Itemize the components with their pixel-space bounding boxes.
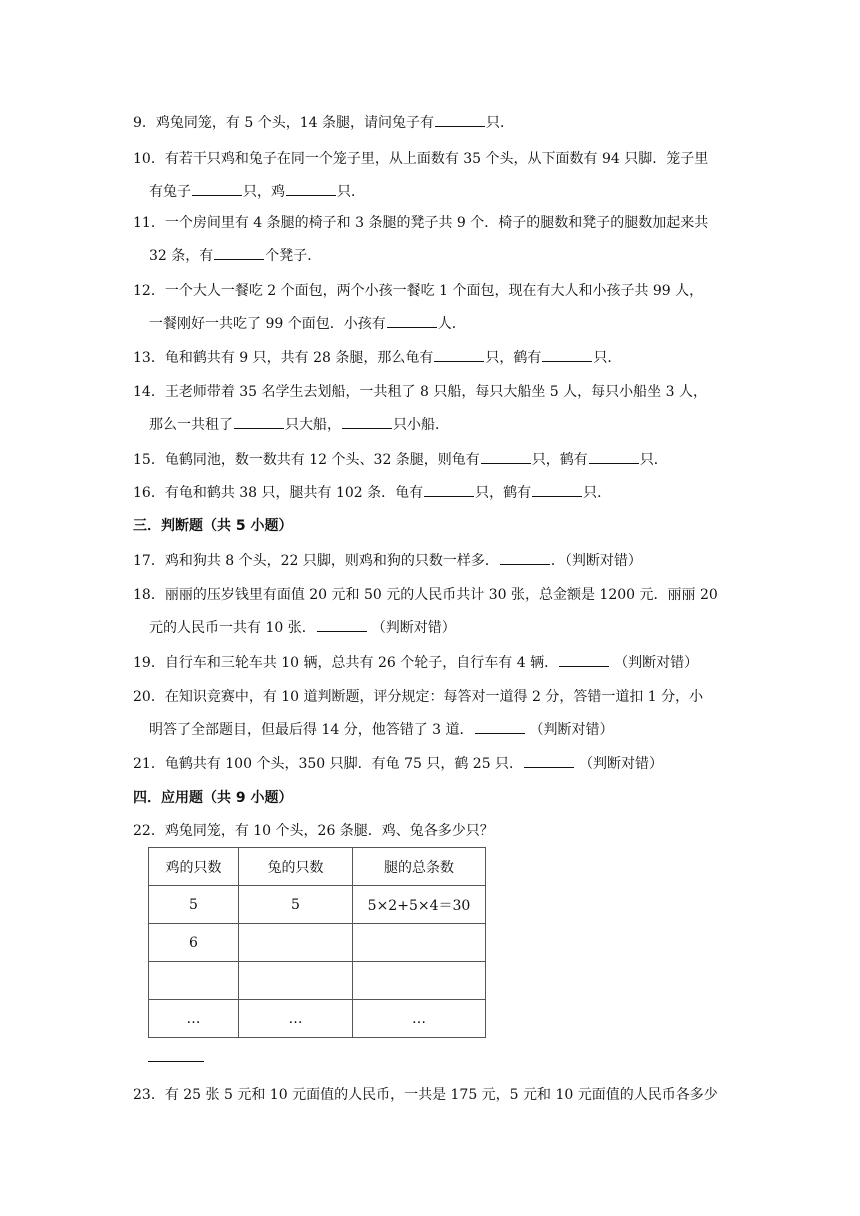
answer-blank[interactable] [342,414,392,429]
problem-number: 17． [133,553,165,569]
problem-10-cont [149,181,365,202]
table-cell: 5 [149,886,239,924]
answer-blank[interactable] [192,181,242,196]
table-cell[interactable] [353,924,486,962]
problem-number: 15． [133,452,165,468]
judge-note: ．（判断对错） [550,553,642,569]
table-header: 兔的只数 [239,848,353,886]
answer-blank[interactable] [424,482,474,497]
answer-blank[interactable] [148,1061,204,1062]
problem-22 [133,821,494,841]
table-header: 鸡的只数 [149,848,239,886]
problem-text: 32 条，有 [149,248,214,264]
problem-number: 11． [133,215,165,231]
table-header: 腿的总条数 [353,848,486,886]
answer-blank[interactable] [286,181,336,196]
problem-number: 16． [133,485,165,501]
problem-16 [133,482,611,503]
problem-text: 那么一共租了 [149,417,233,433]
problem-20-cont [149,719,614,740]
problem-18-cont [149,617,456,638]
problem-text: 人． [437,316,466,332]
problem-23 [133,1085,718,1105]
problem-number: 18． [133,587,165,603]
problem-text: 只． [639,452,668,468]
problem-text: 鸡和狗共 8 个头，22 只脚，则鸡和狗的只数一样多． [164,553,499,569]
problem-text: 一个房间里有 4 条腿的椅子和 3 条腿的凳子共 9 个．椅子的腿数和凳子的腿数加起来共 [164,215,709,231]
problem-14-cont [149,414,449,435]
problem-text: 王老师带着 35 名学生去划船，一共租了 8 只船，每只大船坐 5 人，每只小船坐 3 人， [164,384,707,400]
problem-text: 鸡兔同笼，有 5 个头，14 条腿，请问兔子有 [155,115,434,131]
problem-number: 13． [133,350,165,366]
table-cell: … [353,1000,486,1038]
table-cell: 5×2+5×4＝30 [353,886,486,924]
problem-text: 只． [486,115,514,131]
judge-note: （判断对错） [579,756,664,772]
table-cell[interactable] [239,962,353,1000]
answer-blank[interactable] [387,313,437,328]
problem-9 [133,112,514,133]
problem-text: 龟鹤共有 100 个头，350 只脚．有龟 75 只，鹤 25 只． [164,756,524,772]
problem-text: 自行车和三轮车共 10 辆，总共有 26 个轮子，自行车有 4 辆． [164,655,559,671]
problem-number: 14． [133,384,165,400]
problem-17 [133,550,642,571]
problem-text: 在知识竞赛中，有 10 道判断题，评分规定：每答对一道得 2 分，答错一道扣 1 分，小 [164,689,704,705]
section-heading-application: 四．应用题（共 9 小题） [133,790,293,806]
problem-number: 21． [133,756,165,772]
problem-15 [133,449,668,470]
problem-number: 22． [133,823,165,839]
problem-text: 只大船， [285,417,341,433]
problem-text: 龟鹤同池，数一数共有 12 个头、32 条腿，则龟有 [164,452,480,468]
answer-blank[interactable] [214,245,264,260]
table-cell[interactable] [149,962,239,1000]
problem-text: 只，鹤有 [475,485,532,501]
table-row [149,924,486,962]
problem-12-cont [149,313,466,334]
answer-blank[interactable] [559,652,609,667]
answer-blank[interactable] [542,347,592,362]
problem-text: 鸡兔同笼，有 10 个头，26 条腿．鸡、兔各多少只？ [164,823,494,839]
answer-blank[interactable] [500,550,550,565]
judge-note: （判断对错） [529,722,614,738]
problem-text: 个凳子． [265,248,322,264]
problem-text: 龟和鹤共有 9 只，共有 28 条腿，那么龟有 [164,350,434,366]
table-header-row [149,848,486,886]
table-row [149,962,486,1000]
problem-20 [133,687,703,707]
problem-text: 只． [593,350,622,366]
problem-number: 12． [133,283,165,299]
table-row [149,886,486,924]
problem-number: 19． [133,655,165,671]
problem-19 [133,652,698,673]
answer-blank[interactable] [234,414,284,429]
problem-13 [133,347,621,368]
problem-number: 20． [133,689,165,705]
problem-text: 只，鸡 [243,184,285,200]
problem-text: 只，鹤有 [531,452,588,468]
problem-text: 丽丽的压岁钱里有面值 20 元和 50 元的人民币共计 30 张，总金额是 1200 元．丽丽 20 [164,587,718,603]
table-cell: 6 [149,924,239,962]
problem-text: 一餐刚好一共吃了 99 个面包．小孩有 [149,316,386,332]
problem-11-cont [149,245,321,266]
problem-number: 9． [133,115,156,131]
answer-blank[interactable] [317,617,367,632]
answer-blank[interactable] [524,753,574,768]
problem-text: 有龟和鹤共 38 只，腿共有 102 条．龟有 [164,485,424,501]
enumeration-table [148,847,486,1038]
problem-18 [133,585,718,605]
problem-number: 23． [133,1087,165,1103]
problem-text: 有兔子 [149,184,191,200]
problem-10 [133,149,708,169]
answer-blank[interactable] [589,449,639,464]
table-cell: … [149,1000,239,1038]
answer-blank[interactable] [435,112,485,127]
section-heading-judge: 三．判断题（共 5 小题） [133,518,293,534]
table-cell[interactable] [353,962,486,1000]
problem-number: 10． [133,151,165,167]
problem-14 [133,382,707,402]
answer-blank[interactable] [434,347,484,362]
answer-blank[interactable] [481,449,531,464]
answer-blank[interactable] [532,482,582,497]
answer-blank[interactable] [475,719,525,734]
table-cell: 5 [239,886,353,924]
problem-text: 只． [583,485,612,501]
problem-21 [133,753,663,774]
problem-text: 元的人民币一共有 10 张． [149,620,316,636]
problem-text: 只小船． [393,417,449,433]
problem-text: 一个大人一餐吃 2 个面包，两个小孩一餐吃 1 个面包，现在有大人和小孩子共 99 人， [164,283,704,299]
judge-note: （判断对错） [371,620,456,636]
problem-text: 明答了全部题目，但最后得 14 分，他答错了 3 道． [149,722,474,738]
problem-text: 有若干只鸡和兔子在同一个笼子里，从上面数有 35 个头，从下面数有 94 只脚．笼子里 [164,151,709,167]
judge-note: （判断对错） [614,655,699,671]
problem-12 [133,281,703,301]
problem-text: 有 25 张 5 元和 10 元面值的人民币，一共是 175 元，5 元和 10 元面值的人民币各多少 [164,1087,718,1103]
problem-11 [133,213,708,233]
problem-text: 只，鹤有 [485,350,542,366]
table-cell[interactable] [239,924,353,962]
problem-text: 只． [337,184,365,200]
table-cell: … [239,1000,353,1038]
table-row [149,1000,486,1038]
